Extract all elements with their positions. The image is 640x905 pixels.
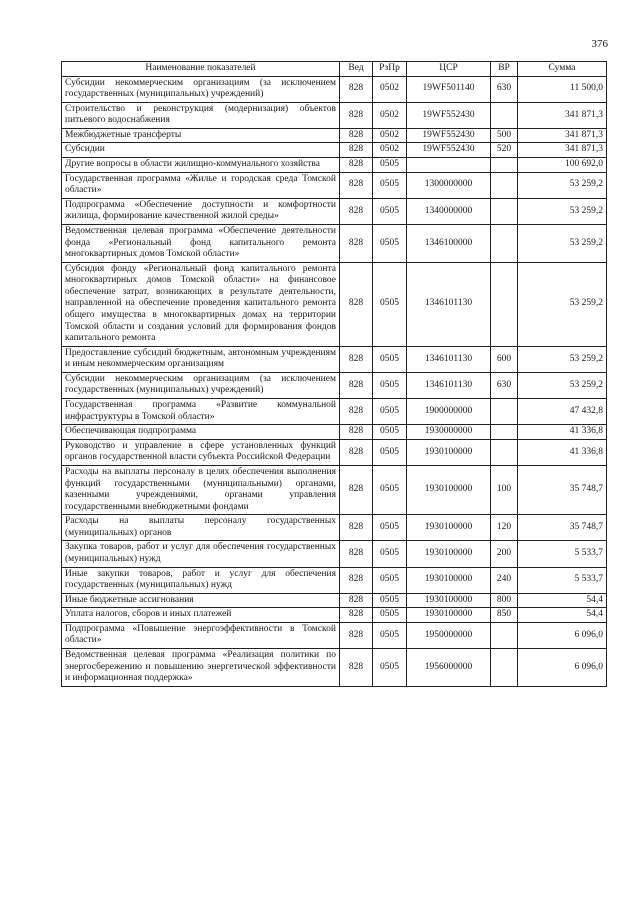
cell-ved: 828 [340, 608, 373, 623]
cell-name: Государственная программа «Жилье и городская среда Томской области» [62, 172, 340, 198]
cell-name: Ведомственная целевая программа «Обеспечение деятельности фонда «Региональный фонд капитального ремонта многоквартирных домов Томской области» [62, 224, 340, 262]
cell-csr: 19WF552430 [407, 143, 491, 158]
cell-rzpr: 0505 [373, 346, 407, 372]
cell-ved: 828 [340, 76, 373, 102]
budget-table [61, 61, 607, 687]
table-row [62, 102, 607, 128]
cell-ved: 828 [340, 372, 373, 398]
cell-ved: 828 [340, 399, 373, 425]
cell-csr: 1346101130 [407, 372, 491, 398]
cell-vr: 630 [491, 372, 518, 398]
cell-vr [491, 439, 518, 465]
table-row [62, 439, 607, 465]
cell-name: Руководство и управление в сфере установленных функций органов государственной власти субъекта Российской Федерации [62, 439, 340, 465]
cell-name: Субсидии некоммерческим организациям (за исключением государственных (муниципальных) учреждений) [62, 76, 340, 102]
cell-sum: 35 748,7 [518, 465, 607, 514]
cell-rzpr: 0502 [373, 76, 407, 102]
cell-csr: 1930100000 [407, 593, 491, 608]
cell-ved: 828 [340, 128, 373, 143]
cell-vr: 800 [491, 593, 518, 608]
header-csr: ЦСР [407, 62, 491, 77]
cell-sum: 100 692,0 [518, 158, 607, 173]
cell-name: Обеспечивающая подпрограмма [62, 425, 340, 440]
table-row [62, 128, 607, 143]
cell-ved: 828 [340, 465, 373, 514]
cell-csr: 1930100000 [407, 541, 491, 567]
table-row [62, 541, 607, 567]
cell-name: Субсидии некоммерческим организациям (за исключением государственных (муниципальных) учреждений) [62, 372, 340, 398]
cell-vr: 600 [491, 346, 518, 372]
cell-vr: 500 [491, 128, 518, 143]
cell-rzpr: 0505 [373, 224, 407, 262]
cell-sum: 6 096,0 [518, 622, 607, 648]
cell-csr: 19WF552430 [407, 128, 491, 143]
cell-vr: 240 [491, 567, 518, 593]
cell-vr [491, 649, 518, 687]
cell-rzpr: 0505 [373, 622, 407, 648]
cell-ved: 828 [340, 515, 373, 541]
cell-csr: 1930100000 [407, 465, 491, 514]
cell-csr: 1346101130 [407, 262, 491, 346]
cell-ved: 828 [340, 158, 373, 173]
cell-name: Расходы на выплаты персоналу в целях обеспечения выполнения функций государственными (муниципальными) органами, казенными учреждениями, органами управления государственными внебюджетными фондами [62, 465, 340, 514]
table-row [62, 425, 607, 440]
cell-vr: 100 [491, 465, 518, 514]
table-row [62, 262, 607, 346]
table-row [62, 224, 607, 262]
table-row [62, 372, 607, 398]
table-row [62, 567, 607, 593]
table-row [62, 76, 607, 102]
cell-ved: 828 [340, 439, 373, 465]
table-row [62, 158, 607, 173]
cell-rzpr: 0505 [373, 649, 407, 687]
cell-name: Подпрограмма «Обеспечение доступности и комфортности жилища, формирование качественной жилой среды» [62, 198, 340, 224]
cell-vr [491, 622, 518, 648]
cell-vr: 120 [491, 515, 518, 541]
cell-sum: 41 336,8 [518, 439, 607, 465]
cell-sum: 341 871,3 [518, 143, 607, 158]
table-row [62, 649, 607, 687]
cell-sum: 53 259,2 [518, 172, 607, 198]
cell-name: Строительство и реконструкция (модернизация) объектов питьевого водоснабжения [62, 102, 340, 128]
cell-rzpr: 0505 [373, 593, 407, 608]
table-row [62, 515, 607, 541]
cell-vr: 630 [491, 76, 518, 102]
cell-rzpr: 0502 [373, 102, 407, 128]
cell-csr [407, 158, 491, 173]
cell-name: Расходы на выплаты персоналу государственных (муниципальных) органов [62, 515, 340, 541]
cell-rzpr: 0505 [373, 158, 407, 173]
cell-csr: 1900000000 [407, 399, 491, 425]
table-row [62, 593, 607, 608]
cell-sum: 6 096,0 [518, 649, 607, 687]
cell-csr: 19WF501140 [407, 76, 491, 102]
cell-rzpr: 0505 [373, 541, 407, 567]
cell-csr: 1340000000 [407, 198, 491, 224]
cell-csr: 1930100000 [407, 608, 491, 623]
cell-name: Предоставление субсидий бюджетным, автономным учреждениям и иным некоммерческим организациям [62, 346, 340, 372]
cell-name: Межбюджетные трансферты [62, 128, 340, 143]
cell-rzpr: 0505 [373, 465, 407, 514]
cell-csr: 1930000000 [407, 425, 491, 440]
cell-name: Государственная программа «Развитие коммунальной инфраструктуры в Томской области» [62, 399, 340, 425]
cell-sum: 11 500,0 [518, 76, 607, 102]
cell-vr [491, 262, 518, 346]
cell-ved: 828 [340, 346, 373, 372]
cell-sum: 341 871,3 [518, 128, 607, 143]
table-row [62, 346, 607, 372]
cell-sum: 5 533,7 [518, 567, 607, 593]
table-row [62, 399, 607, 425]
table-body [62, 76, 607, 686]
cell-vr [491, 399, 518, 425]
table-header-row [62, 62, 607, 77]
cell-sum: 53 259,2 [518, 346, 607, 372]
header-ved: Вед [340, 62, 373, 77]
cell-csr: 19WF552430 [407, 102, 491, 128]
cell-sum: 35 748,7 [518, 515, 607, 541]
header-rzpr: РзПр [373, 62, 407, 77]
cell-name: Закупка товаров, работ и услуг для обеспечения государственных (муниципальных) нужд [62, 541, 340, 567]
cell-name: Иные закупки товаров, работ и услуг для обеспечения государственных (муниципальных) нужд [62, 567, 340, 593]
cell-name: Ведомственная целевая программа «Реализация политики по энергосбережению и повышению энергетической эффективности и информационная поддержка» [62, 649, 340, 687]
table-row [62, 608, 607, 623]
cell-vr [491, 224, 518, 262]
table-row [62, 143, 607, 158]
table-row [62, 198, 607, 224]
header-name: Наименование показателей [62, 62, 340, 77]
cell-vr [491, 425, 518, 440]
cell-sum: 53 259,2 [518, 198, 607, 224]
cell-ved: 828 [340, 262, 373, 346]
cell-sum: 54,4 [518, 608, 607, 623]
cell-vr [491, 172, 518, 198]
cell-rzpr: 0505 [373, 439, 407, 465]
cell-rzpr: 0502 [373, 143, 407, 158]
cell-sum: 5 533,7 [518, 541, 607, 567]
cell-rzpr: 0505 [373, 608, 407, 623]
cell-ved: 828 [340, 425, 373, 440]
cell-rzpr: 0505 [373, 567, 407, 593]
cell-ved: 828 [340, 541, 373, 567]
cell-rzpr: 0505 [373, 198, 407, 224]
cell-name: Другие вопросы в области жилищно-коммунального хозяйства [62, 158, 340, 173]
cell-ved: 828 [340, 622, 373, 648]
cell-rzpr: 0505 [373, 425, 407, 440]
cell-csr: 1930100000 [407, 439, 491, 465]
cell-ved: 828 [340, 143, 373, 158]
cell-csr: 1346100000 [407, 224, 491, 262]
cell-ved: 828 [340, 198, 373, 224]
cell-sum: 53 259,2 [518, 224, 607, 262]
cell-ved: 828 [340, 649, 373, 687]
cell-csr: 1346101130 [407, 346, 491, 372]
cell-name: Субсидия фонду «Региональный фонд капитального ремонта многоквартирных домов Томской области» на финансовое обеспечение затрат, возникающих в результате деятельности, направленной на обеспечение проведения капитального ремонта общего имущества в многоквартирных домах на территории Томской области и создания условий для формирования фондов капитального ремонта [62, 262, 340, 346]
table-row [62, 465, 607, 514]
table-row [62, 622, 607, 648]
cell-sum: 53 259,2 [518, 372, 607, 398]
cell-rzpr: 0505 [373, 372, 407, 398]
cell-name: Субсидии [62, 143, 340, 158]
header-sum: Сумма [518, 62, 607, 77]
cell-sum: 341 871,3 [518, 102, 607, 128]
page-number: 376 [591, 38, 608, 50]
cell-vr: 850 [491, 608, 518, 623]
cell-rzpr: 0505 [373, 262, 407, 346]
cell-ved: 828 [340, 593, 373, 608]
cell-csr: 1950000000 [407, 622, 491, 648]
cell-vr: 520 [491, 143, 518, 158]
cell-vr [491, 158, 518, 173]
cell-vr [491, 198, 518, 224]
cell-sum: 53 259,2 [518, 262, 607, 346]
header-vr: ВР [491, 62, 518, 77]
cell-ved: 828 [340, 172, 373, 198]
cell-rzpr: 0505 [373, 172, 407, 198]
cell-rzpr: 0505 [373, 399, 407, 425]
cell-csr: 1300000000 [407, 172, 491, 198]
cell-vr [491, 102, 518, 128]
cell-csr: 1930100000 [407, 567, 491, 593]
cell-csr: 1956000000 [407, 649, 491, 687]
table-row [62, 172, 607, 198]
cell-sum: 47 432,8 [518, 399, 607, 425]
cell-ved: 828 [340, 567, 373, 593]
cell-name: Подпрограмма «Повышение энергоэффективности в Томской области» [62, 622, 340, 648]
cell-sum: 41 336,8 [518, 425, 607, 440]
cell-rzpr: 0505 [373, 515, 407, 541]
cell-vr: 200 [491, 541, 518, 567]
cell-sum: 54,4 [518, 593, 607, 608]
cell-name: Уплата налогов, сборов и иных платежей [62, 608, 340, 623]
cell-rzpr: 0502 [373, 128, 407, 143]
cell-csr: 1930100000 [407, 515, 491, 541]
cell-ved: 828 [340, 224, 373, 262]
cell-ved: 828 [340, 102, 373, 128]
cell-name: Иные бюджетные ассигнования [62, 593, 340, 608]
